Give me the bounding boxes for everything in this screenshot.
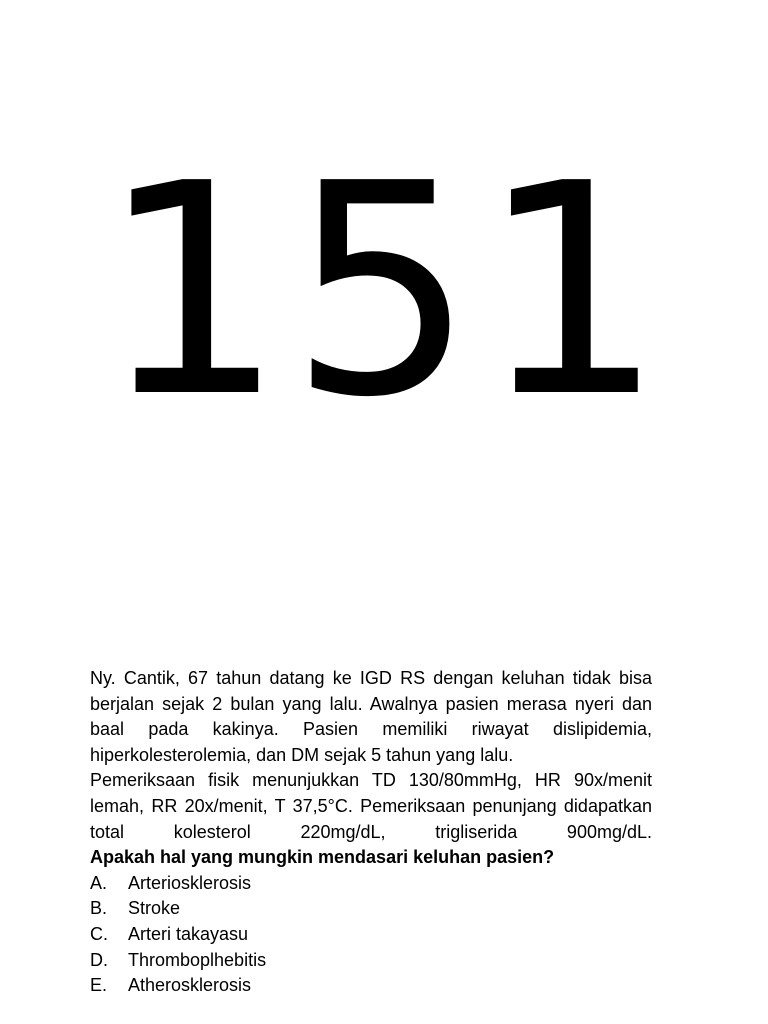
option-letter: A. (90, 872, 108, 893)
question-block (90, 666, 652, 999)
question-text: Apakah hal yang mungkin mendasari keluhan pasien? (90, 847, 555, 868)
option-letter: D. (90, 949, 108, 970)
option-e (90, 973, 652, 999)
question-number: 151 (99, 121, 669, 461)
case-stem-examination: Pemeriksaan fisik menunjukkan TD 130/80mmHg, HR 90x/menit lemah, RR 20x/menit, T 37,5°C. Pemeriksaan penunjang didapatkan total kolesterol 220mg/dL, trigliserida 900mg/dL. (90, 770, 652, 842)
option-b (90, 896, 652, 922)
option-text: Stroke (128, 898, 181, 919)
option-letter: C. (90, 923, 108, 944)
case-stem-history: Ny. Cantik, 67 tahun datang ke IGD RS dengan keluhan tidak bisa berjalan sejak 2 bulan yang lalu. Awalnya pasien merasa nyeri dan baal pada kakinya. Pasien memiliki riwayat dislipidemia, hiperkolesterolemia, dan DM sejak 5 tahun yang lalu. (90, 668, 652, 765)
option-text: Atherosklerosis (128, 975, 252, 996)
option-c (90, 922, 652, 948)
answer-options (90, 871, 652, 999)
option-text: Arteri takayasu (128, 923, 249, 944)
option-text: Thromboplhebitis (128, 949, 267, 970)
option-d (90, 948, 652, 974)
option-a (90, 871, 652, 897)
option-text: Arteriosklerosis (128, 872, 252, 893)
option-letter: E. (90, 975, 108, 996)
option-letter: B. (90, 898, 108, 919)
